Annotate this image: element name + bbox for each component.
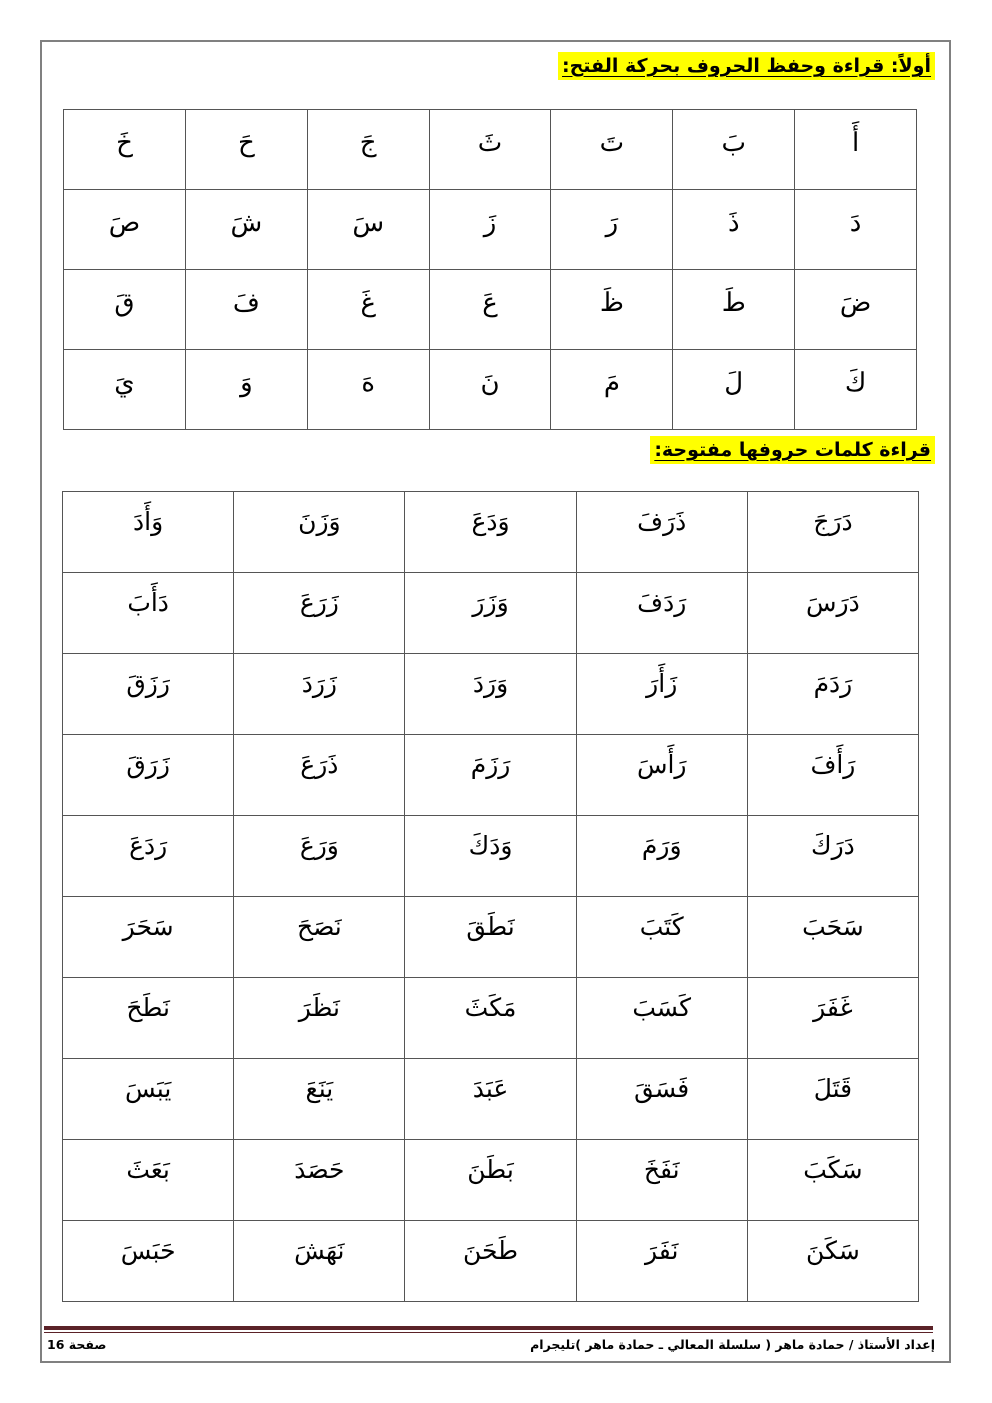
word-cell: زَرَقَ [63,735,234,816]
letter-cell: نَ [429,350,551,430]
word-cell: دَرَسَ [747,573,918,654]
letter-cell: زَ [429,190,551,270]
letter-cell: بَ [673,110,795,190]
word-cell: كَسَبَ [576,978,747,1059]
word-cell: وَأَدَ [63,492,234,573]
word-cell: زَأَرَ [576,654,747,735]
letter-cell: غَ [307,270,429,350]
letter-cell: كَ [795,350,917,430]
footer-divider-thin [44,1332,933,1333]
word-cell: زَرَدَ [234,654,405,735]
word-cell: سَحَرَ [63,897,234,978]
word-cell: دَرَجَ [747,492,918,573]
letter-cell: فَ [185,270,307,350]
letter-cell: هَ [307,350,429,430]
footer-divider [44,1326,933,1330]
word-cell: رَدَمَ [747,654,918,735]
table-row [64,270,917,350]
letter-cell: وَ [185,350,307,430]
table-row [63,735,919,816]
word-cell: نَطَقَ [405,897,576,978]
table-row [63,897,919,978]
word-cell: وَرَعَ [234,816,405,897]
letter-cell: ثَ [429,110,551,190]
word-cell: طَحَنَ [405,1221,576,1302]
letter-cell: رَ [551,190,673,270]
word-cell: وَزَرَ [405,573,576,654]
word-cell: غَفَرَ [747,978,918,1059]
table-row [64,190,917,270]
letter-cell: قَ [64,270,186,350]
table-row [63,978,919,1059]
word-cell: سَحَبَ [747,897,918,978]
word-cell: ذَرَفَ [576,492,747,573]
letter-cell: خَ [64,110,186,190]
word-cell: وَزَنَ [234,492,405,573]
letter-cell: لَ [673,350,795,430]
word-cell: مَكَثَ [405,978,576,1059]
letter-cell: دَ [795,190,917,270]
word-cell: فَسَقَ [576,1059,747,1140]
letter-cell: يَ [64,350,186,430]
word-cell: نَصَحَ [234,897,405,978]
letter-cell: شَ [185,190,307,270]
word-cell: حَصَدَ [234,1140,405,1221]
word-cell: نَفَرَ [576,1221,747,1302]
word-cell: رَزَقَ [63,654,234,735]
word-cell: سَكَنَ [747,1221,918,1302]
letter-cell: مَ [551,350,673,430]
letter-cell: جَ [307,110,429,190]
table-row [63,654,919,735]
word-cell: رَأَفَ [747,735,918,816]
page-number: صفحة 16 [47,1337,107,1352]
word-cell: يَبَسَ [63,1059,234,1140]
word-cell: وَرَدَ [405,654,576,735]
words-table [62,491,919,1302]
word-cell: دَأَبَ [63,573,234,654]
letter-cell: ذَ [673,190,795,270]
table-row [64,110,917,190]
letters-table [63,109,917,430]
letter-cell: تَ [551,110,673,190]
word-cell: نَظَرَ [234,978,405,1059]
footer-credit: إعداد الأستاذ / حمادة ماهر ( سلسلة المعالي ـ حمادة ماهر )تليجرام [530,1337,935,1352]
letter-cell: صَ [64,190,186,270]
word-cell: رَدَفَ [576,573,747,654]
letter-cell: ظَ [551,270,673,350]
table-row [64,350,917,430]
table-row [63,492,919,573]
table-row [63,573,919,654]
word-cell: نَفَخَ [576,1140,747,1221]
word-cell: رَزَمَ [405,735,576,816]
table-row [63,1140,919,1221]
word-cell: رَأَسَ [576,735,747,816]
letter-cell: عَ [429,270,551,350]
word-cell: نَطَحَ [63,978,234,1059]
section2-heading: قراءة كلمات حروفها مفتوحة: [650,436,935,464]
table-row [63,1059,919,1140]
word-cell: حَبَسَ [63,1221,234,1302]
table-row [63,816,919,897]
word-cell: رَدَعَ [63,816,234,897]
word-cell: بَطَنَ [405,1140,576,1221]
letter-cell: طَ [673,270,795,350]
table-row [63,1221,919,1302]
word-cell: ذَرَعَ [234,735,405,816]
word-cell: وَرَمَ [576,816,747,897]
word-cell: قَتَلَ [747,1059,918,1140]
word-cell: نَهَشَ [234,1221,405,1302]
letter-cell: حَ [185,110,307,190]
word-cell: زَرَعَ [234,573,405,654]
word-cell: كَتَبَ [576,897,747,978]
word-cell: سَكَبَ [747,1140,918,1221]
section1-heading: أولاً: قراءة وحفظ الحروف بحركة الفتح: [558,52,935,80]
word-cell: يَنَعَ [234,1059,405,1140]
letter-cell: سَ [307,190,429,270]
letter-cell: أَ [795,110,917,190]
word-cell: وَدَعَ [405,492,576,573]
word-cell: وَدَكَ [405,816,576,897]
letter-cell: ضَ [795,270,917,350]
word-cell: دَرَكَ [747,816,918,897]
word-cell: بَعَثَ [63,1140,234,1221]
word-cell: عَبَدَ [405,1059,576,1140]
